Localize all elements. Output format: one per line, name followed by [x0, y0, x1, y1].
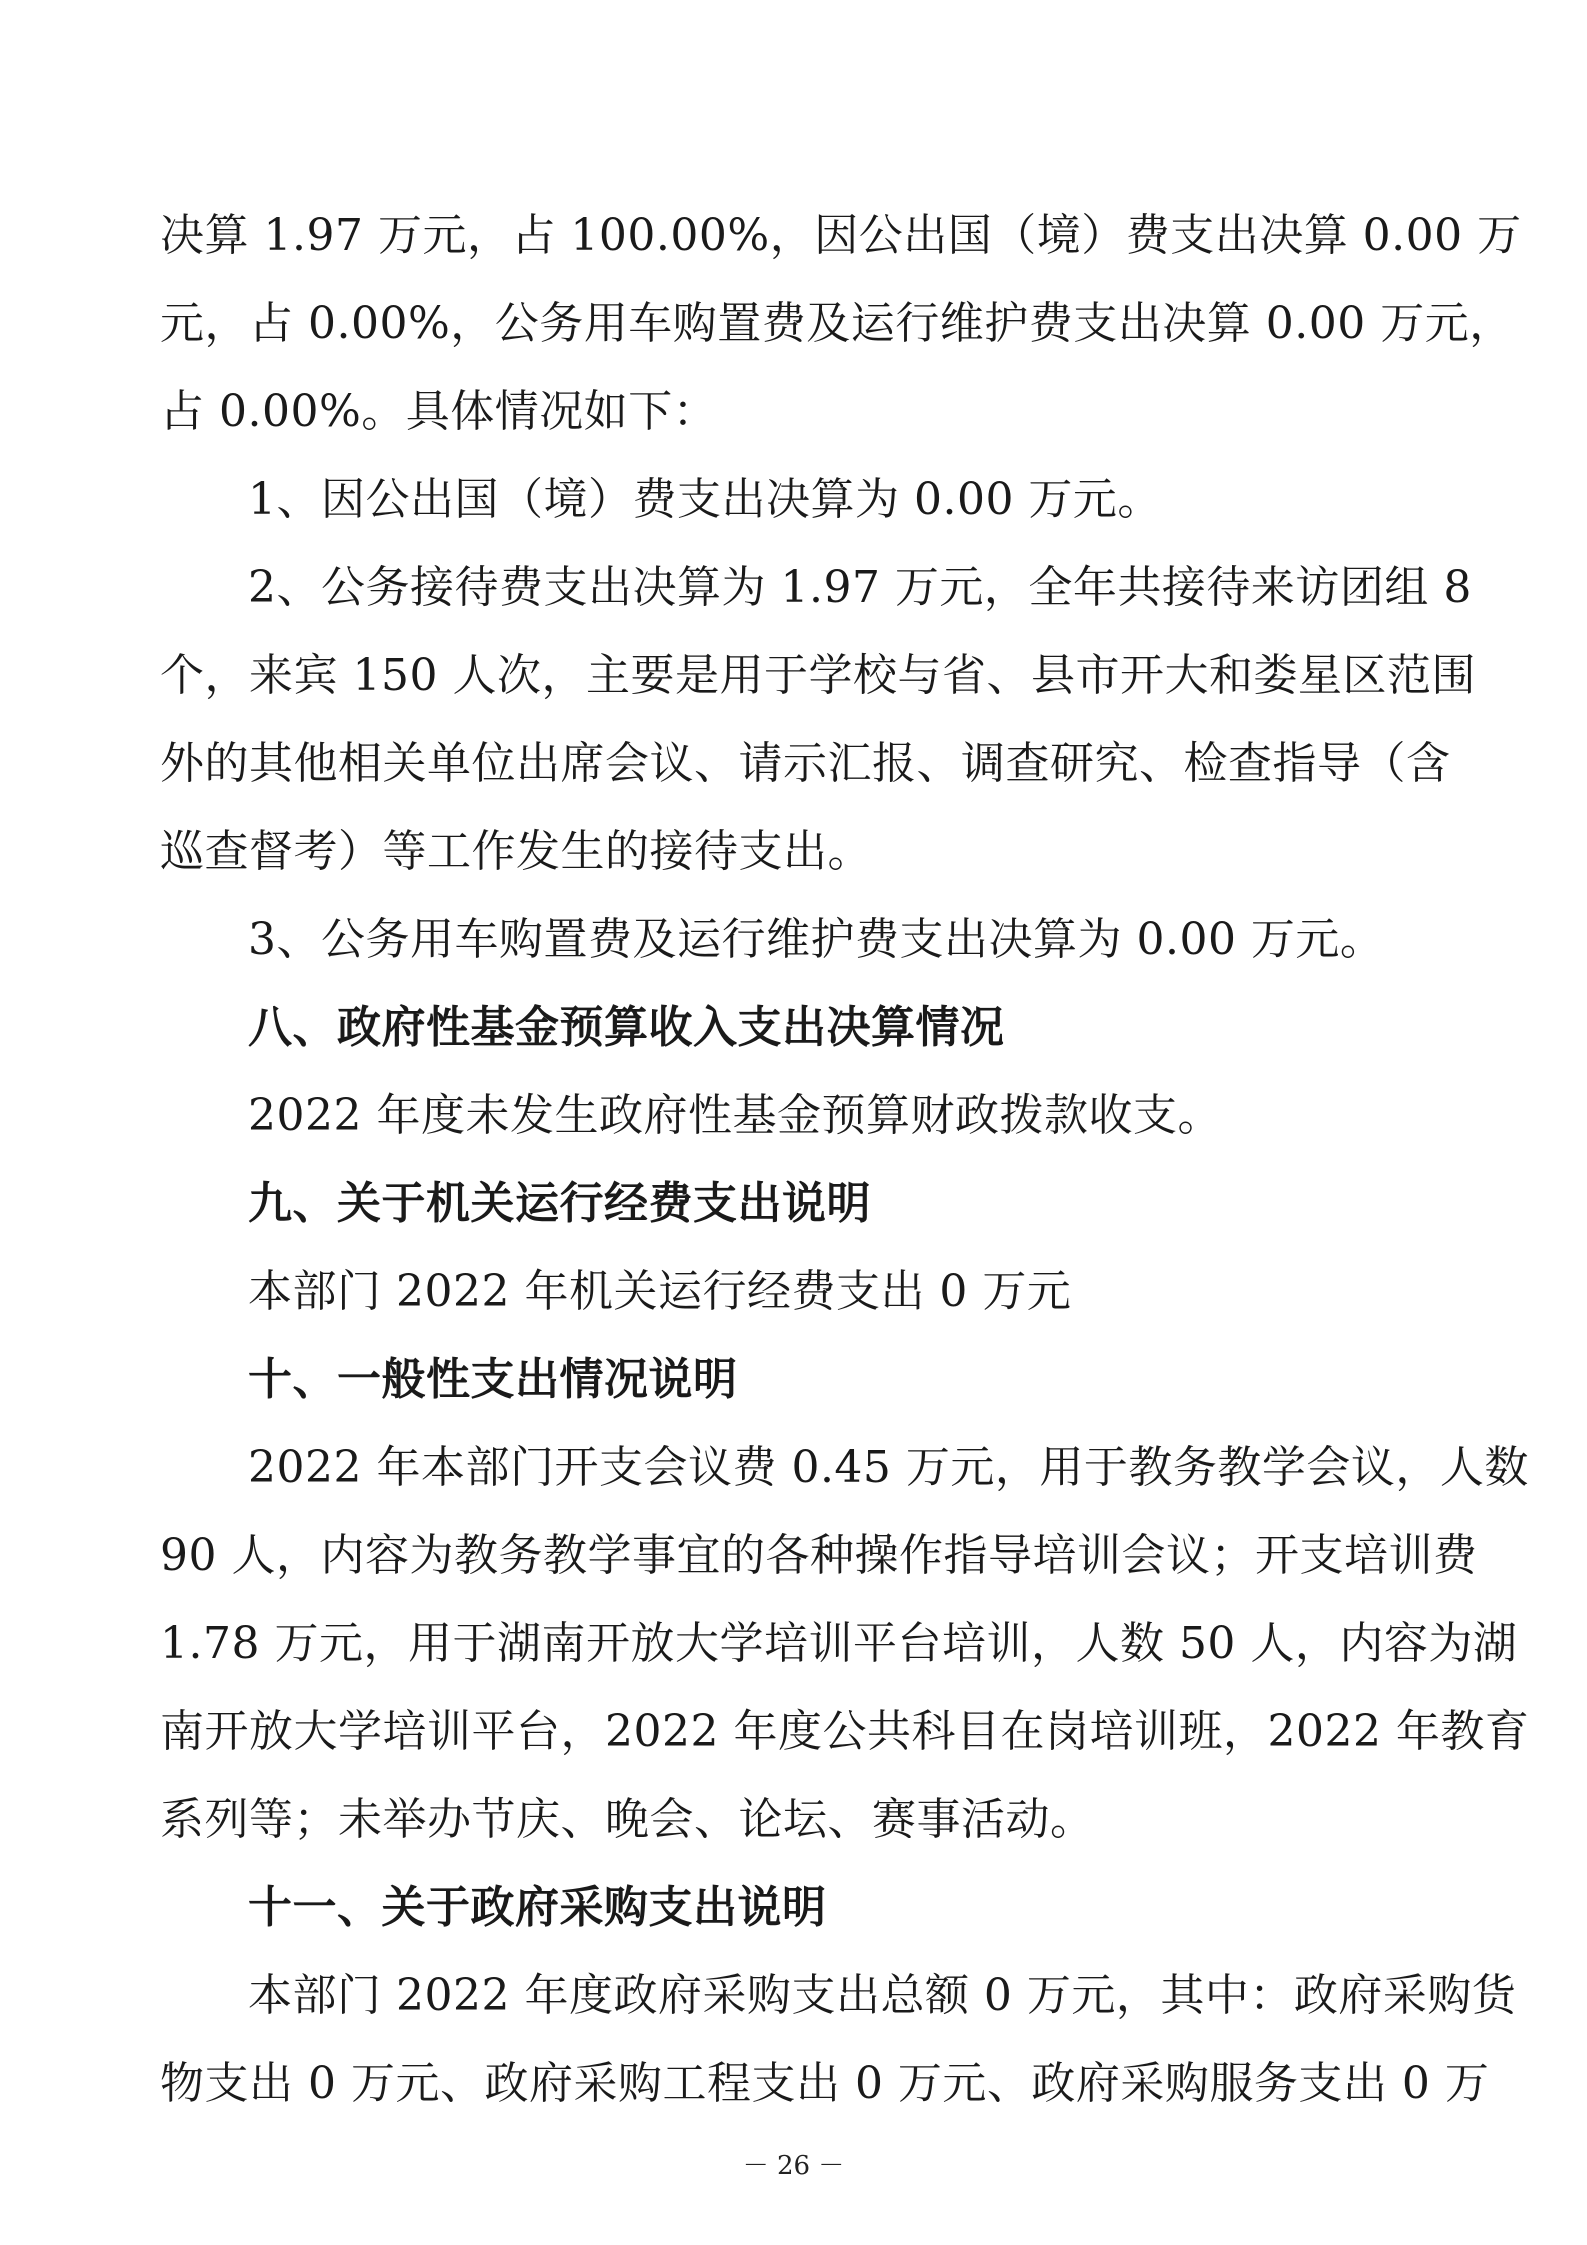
body-text-line: 决算 1.97 万元，占 100.00%，因公出国（境）费支出决算 0.00 万 — [160, 210, 1522, 261]
body-text-line: 南开放大学培训平台，2022 年度公共科目在岗培训班，2022 年教育 — [160, 1706, 1530, 1757]
body-text-line: 90 人，内容为教务教学事宜的各种操作指导培训会议；开支培训费 — [160, 1530, 1478, 1581]
body-text-line: 本部门 2022 年度政府采购支出总额 0 万元，其中：政府采购货 — [248, 1970, 1517, 2021]
body-text-line: 本部门 2022 年机关运行经费支出 0 万元 — [248, 1266, 1072, 1317]
body-text-line: 2022 年度未发生政府性基金预算财政拨款收支。 — [248, 1090, 1222, 1141]
body-text-line: 占 0.00%。具体情况如下： — [160, 386, 718, 437]
body-text-line: 个，来宾 150 人次，主要是用于学校与省、县市开大和娄星区范围 — [160, 650, 1476, 701]
list-item-2: 2、公务接待费支出决算为 1.97 万元，全年共接待来访团组 8 — [248, 562, 1472, 613]
list-item-3: 3、公务用车购置费及运行维护费支出决算为 0.00 万元。 — [248, 914, 1385, 965]
body-text-line: 物支出 0 万元、政府采购工程支出 0 万元、政府采购服务支出 0 万 — [160, 2058, 1490, 2109]
page-number: － 26 － — [742, 2151, 845, 2181]
body-text-line: 外的其他相关单位出席会议、请示汇报、调查研究、检查指导（含 — [160, 738, 1451, 789]
body-text-line: 系列等；未举办节庆、晚会、论坛、赛事活动。 — [160, 1794, 1095, 1845]
body-text-line: 巡查督考）等工作发生的接待支出。 — [160, 826, 872, 877]
section-heading-11: 十一、关于政府采购支出说明 — [248, 1882, 827, 1933]
body-text-line: 1.78 万元，用于湖南开放大学培训平台培训，人数 50 人，内容为湖 — [160, 1618, 1518, 1669]
section-heading-10: 十、一般性支出情况说明 — [248, 1354, 738, 1405]
section-heading-8: 八、政府性基金预算收入支出决算情况 — [248, 1002, 1005, 1053]
body-text-line: 2022 年本部门开支会议费 0.45 万元，用于教务教学会议，人数 — [248, 1442, 1529, 1493]
list-item-1: 1、因公出国（境）费支出决算为 0.00 万元。 — [248, 474, 1162, 525]
section-heading-9: 九、关于机关运行经费支出说明 — [248, 1178, 871, 1229]
body-text-line: 元，占 0.00%，公务用车购置费及运行维护费支出决算 0.00 万元， — [160, 298, 1514, 349]
